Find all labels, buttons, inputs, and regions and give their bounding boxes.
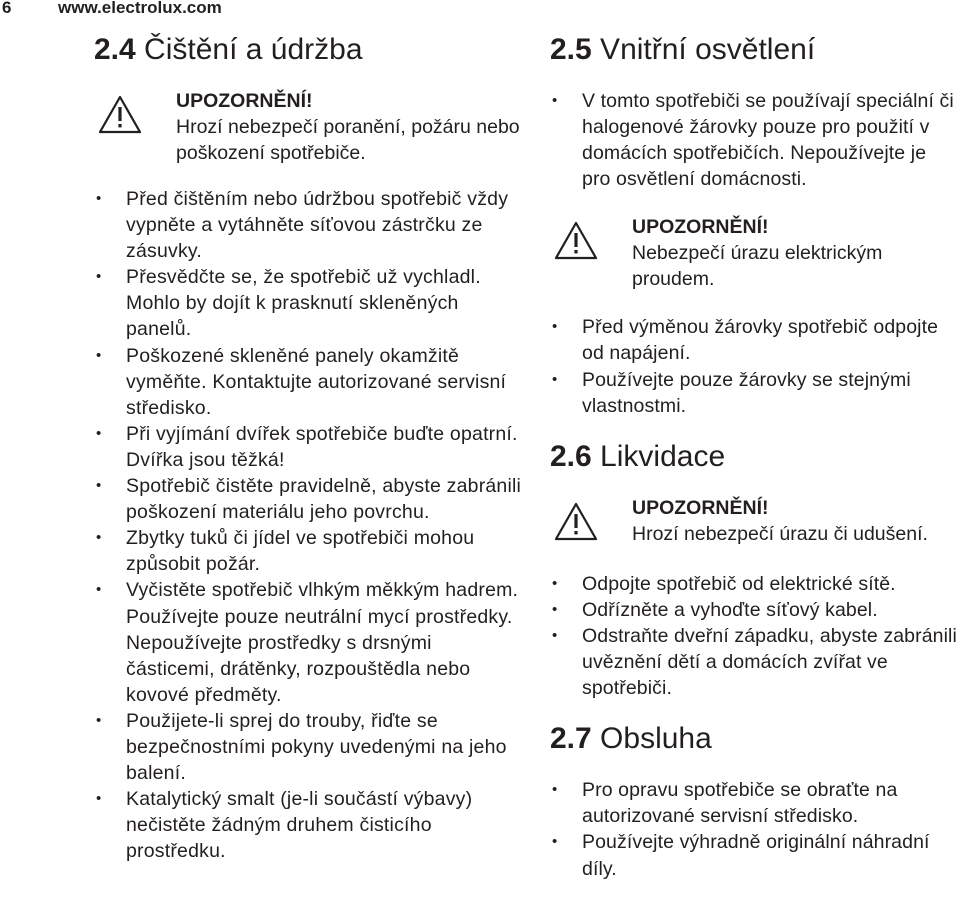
bullet-list bbox=[550, 314, 960, 418]
bullet-list bbox=[94, 186, 524, 864]
section-heading-2-4: 2.4 Čištění a údržba bbox=[94, 33, 363, 66]
site-url: www.electrolux.com bbox=[58, 0, 222, 17]
list-item: • Zbytky tuků či jídel ve spotřebiči mohou způsobit požár. bbox=[94, 525, 524, 577]
list-item: • Katalytický smalt (je-li součástí výbavy) nečistěte žádným druhem čisticího prostředku. bbox=[94, 786, 524, 864]
list-item: • Používejte pouze žárovky se stejnými vlastnostmi. bbox=[550, 367, 960, 419]
page-header bbox=[2, 0, 222, 18]
warning-triangle-icon bbox=[98, 94, 142, 134]
warning-title: UPOZORNĚNÍ! bbox=[632, 216, 769, 239]
section-2-7 bbox=[550, 719, 960, 881]
list-item: • Odřízněte a vyhoďte síťový kabel. bbox=[550, 597, 960, 623]
section-2-6 bbox=[550, 437, 960, 701]
list-item: • Pro opravu spotřebiče se obraťte na autorizované servisní středisko. bbox=[550, 777, 960, 829]
bullet-list bbox=[550, 777, 960, 881]
list-item: • Poškozené skleněné panely okamžitě vyměňte. Kontaktujte autorizované servisní středisko. bbox=[94, 343, 524, 421]
section-heading-2-7: 2.7 Obsluha bbox=[550, 722, 712, 756]
list-item: • Odstraňte dveřní západku, abyste zabránili uvěznění dětí a domácích zvířat ve spotřebiči. bbox=[550, 623, 960, 701]
list-item: • Vyčistěte spotřebič vlhkým měkkým hadrem. Používejte pouze neutrální mycí prostředky. Nepoužívejte prostředky s drsnými částicemi, drátěnky, rozpouštědla nebo kovové předměty. bbox=[94, 577, 524, 707]
list-item: • Použijete-li sprej do trouby, řiďte se bezpečnostními pokyny uvedenými na jeho balení. bbox=[94, 708, 524, 786]
warning-box bbox=[550, 214, 960, 292]
warning-triangle-icon bbox=[554, 220, 598, 260]
warning-text: Hrozí nebezpečí poranění, požáru nebo poškození spotřebiče. bbox=[176, 116, 520, 164]
bullet-list bbox=[550, 571, 960, 701]
list-item: • Před čištěním nebo údržbou spotřebič vždy vypněte a vytáhněte síťovou zástrčku ze zásuvky. bbox=[94, 186, 524, 264]
list-item: • Před výměnou žárovky spotřebič odpojte od napájení. bbox=[550, 314, 960, 366]
warning-box bbox=[94, 88, 524, 166]
warning-triangle-icon bbox=[554, 501, 598, 541]
list-item: • Přesvědčte se, že spotřebič už vychladl. Mohlo by dojít k prasknutí skleněných panelů. bbox=[94, 264, 524, 342]
warning-text: Nebezpečí úrazu elektrickým proudem. bbox=[632, 242, 883, 291]
list-item: • V tomto spotřebiči se používají speciální či halogenové žárovky pouze pro použití v domácích spotřebičích. Nepoužívejte je pro osvětlení domácnosti. bbox=[550, 88, 960, 192]
left-column bbox=[94, 30, 524, 864]
list-item: • Spotřebič čistěte pravidelně, abyste zabránili poškození materiálu jeho povrchu. bbox=[94, 473, 524, 525]
warning-box bbox=[550, 495, 960, 547]
section-heading-2-5: 2.5 Vnitřní osvětlení bbox=[550, 33, 816, 66]
section-2-5 bbox=[550, 30, 960, 419]
list-item: • Při vyjímání dvířek spotřebiče buďte opatrní. Dvířka jsou těžká! bbox=[94, 421, 524, 473]
bullet-list bbox=[550, 88, 960, 192]
list-item: • Odpojte spotřebič od elektrické sítě. bbox=[550, 571, 960, 597]
page-number: 6 bbox=[2, 0, 12, 17]
warning-title: UPOZORNĚNÍ! bbox=[632, 496, 769, 519]
right-column bbox=[550, 30, 960, 896]
warning-title: UPOZORNĚNÍ! bbox=[176, 90, 313, 112]
list-item: • Používejte výhradně originální náhradní díly. bbox=[550, 829, 960, 881]
section-heading-2-6: 2.6 Likvidace bbox=[550, 439, 726, 473]
warning-text: Hrozí nebezpečí úrazu či udušení. bbox=[632, 522, 928, 545]
